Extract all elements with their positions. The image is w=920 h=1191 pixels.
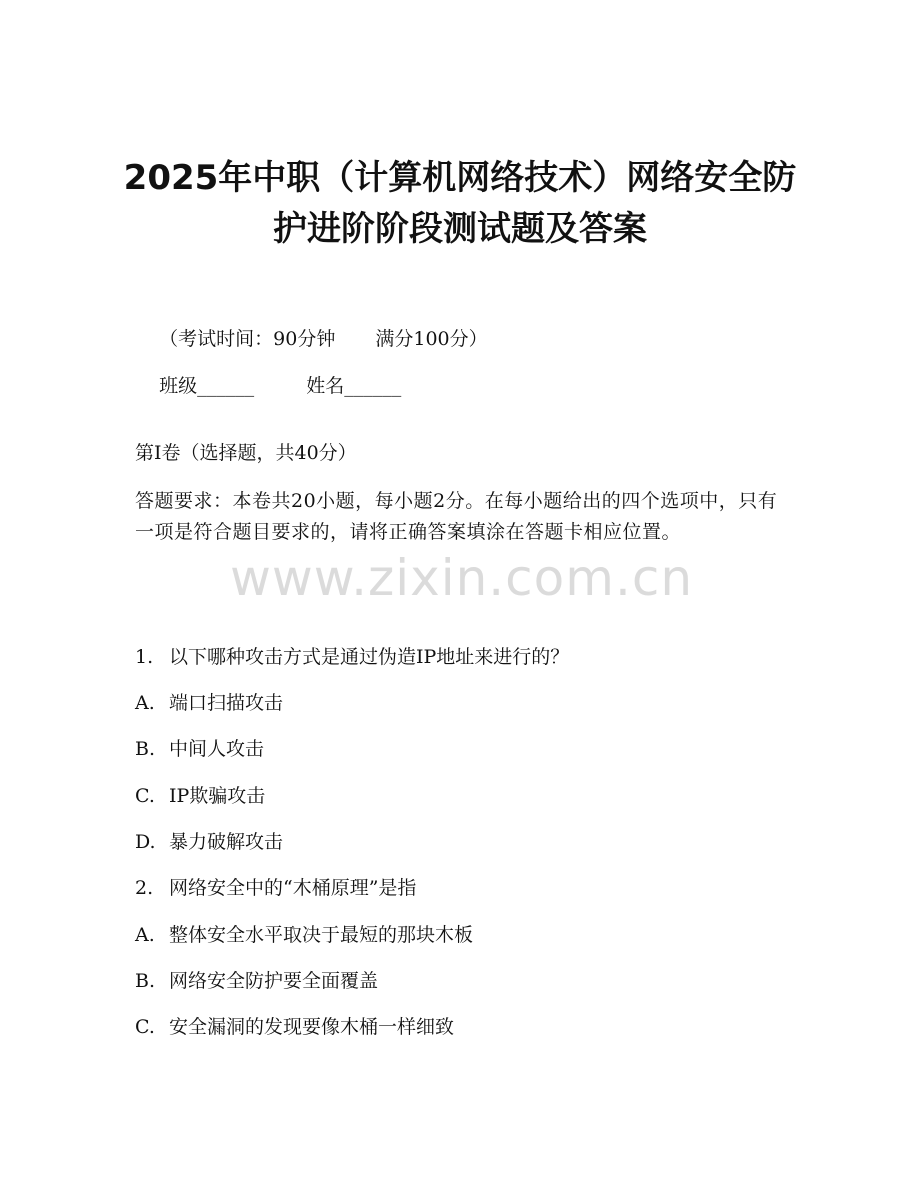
exam-time: （考试时间：90分钟 [159,328,336,350]
option-letter: C. [135,785,155,807]
question-2-option-c [135,1015,454,1039]
option-letter: B. [135,738,156,760]
question-number: 1. [135,646,154,668]
question-2-option-a [135,923,473,947]
section-title: 第Ⅰ卷（选择题，共40分） [135,442,357,464]
name-field: 姓名______ [306,375,402,397]
option-text: 网络安全防护要全面覆盖 [169,970,379,992]
option-text: 端口扫描攻击 [169,692,284,714]
question-1-option-c [135,784,265,808]
question-1-option-d [135,830,283,854]
option-text: 整体安全水平取决于最短的那块木板 [169,924,474,946]
question-1 [135,645,569,669]
document-title-line-2: 护进阶阶段测试题及答案 [273,209,647,249]
full-score: 满分100分） [375,328,488,350]
option-letter: D. [135,831,156,853]
student-fields [135,350,401,422]
option-letter: C. [135,1016,155,1038]
option-letter: A. [135,692,155,714]
question-2-option-b [135,969,378,993]
question-text: 网络安全中的“木桶原理”是指 [169,877,417,899]
question-number: 2. [135,877,154,899]
class-field: 班级______ [159,375,255,397]
question-2 [135,876,416,900]
question-text: 以下哪种攻击方式是通过伪造IP地址来进行的？ [169,646,570,668]
question-1-option-a [135,691,283,715]
option-letter: A. [135,924,155,946]
answer-instructions: 答题要求：本卷共20小题，每小题2分。在每小题给出的四个选项中，只有一项是符合题目要求的，请将正确答案填涂在答题卡相应位置。 [135,490,778,543]
option-text: 中间人攻击 [169,738,265,760]
watermark-text: www.zixin.com.cn [230,549,694,607]
question-1-option-b [135,737,264,761]
option-text: IP欺骗攻击 [169,785,266,807]
option-letter: B. [135,970,156,992]
option-text: 安全漏洞的发现要像木桶一样细致 [169,1016,455,1038]
document-title-line-1: 2025年中职（计算机网络技术）网络安全防 [123,158,797,198]
option-text: 暴力破解攻击 [169,831,284,853]
